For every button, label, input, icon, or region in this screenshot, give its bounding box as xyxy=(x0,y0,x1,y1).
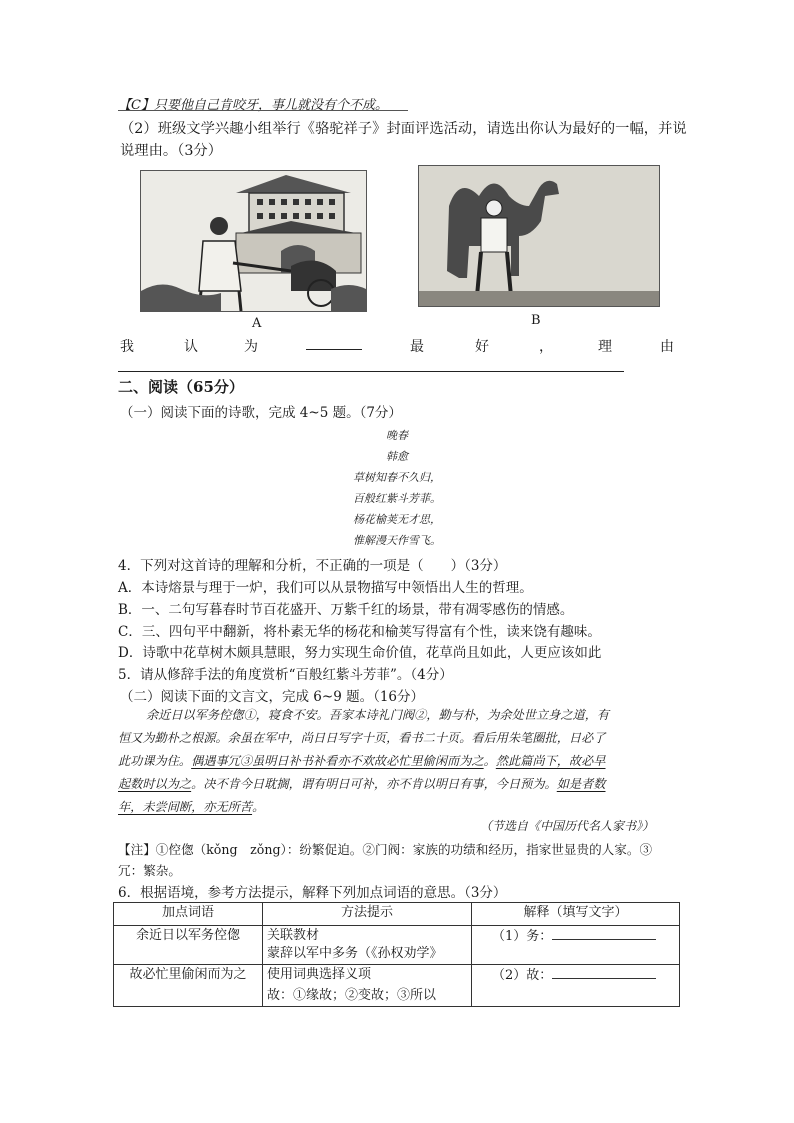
passage-segment: 。决不肯今日耽搁，谓有明日可补，亦不肯以明日有事，今日预为。 xyxy=(191,777,557,791)
q3-option-c: 【C】只要他自己肯咬牙，事儿就没有个不成。 xyxy=(118,98,388,113)
passage-line-4 xyxy=(118,775,606,792)
answer-blank-choice[interactable] xyxy=(306,349,362,350)
image-b-label: B xyxy=(531,313,541,328)
divider xyxy=(118,110,408,111)
q6-stem: 6．根据语境，参考方法提示，解释下列加点词语的意思。（3分） xyxy=(118,885,507,901)
q4-option-b[interactable]: B．一、二句写暮春时节百花盛开、万紫千红的场景，带有凋零感伤的情感。 xyxy=(118,602,574,618)
poem-line-4: 惟解漫天作雪飞。 xyxy=(353,534,441,547)
q3-2-prompt-line2: 说理由。（3分） xyxy=(120,143,223,159)
cover-illustration-b xyxy=(419,166,659,306)
answer-word-6: ， xyxy=(539,339,553,355)
header-phrase: 加点词语 xyxy=(114,903,263,926)
notes-line-1: 【注】①倥偬（kǒng zǒng）：纷繁促迫。②门阀：家族的功绩和经历，指家世显贵的人家。③ xyxy=(118,842,653,857)
q4-option-a[interactable]: A．本诗熔景与理于一炉，我们可以从景物描写中领悟出人生的哲理。 xyxy=(118,580,533,596)
q4-option-c[interactable]: C．三、四句平中翻新，将朴素无华的杨花和榆荚写得富有个性，读来饶有趣味。 xyxy=(118,624,601,640)
answer-word-3: 为 xyxy=(244,339,258,355)
cover-image-b[interactable] xyxy=(418,165,660,307)
table-row xyxy=(114,965,680,1007)
passage-line-2: 恒又为勤朴之根源。余虽在军中，尚日日写字十页，看书二十页。看后用朱笔圈批，日必了 xyxy=(118,731,606,745)
row2-hint-2: 故：①缘故；②变故；③所以 xyxy=(267,988,437,1003)
passage-source: （节选自《中国历代名人家书》） xyxy=(480,819,655,833)
cover-image-a[interactable] xyxy=(140,170,367,312)
answer-word-5: 好 xyxy=(475,339,489,355)
row1-hint-2: 蒙辞以军中多务（《孙权劝学》 xyxy=(267,946,443,961)
answer-word-8: 由 xyxy=(660,339,674,355)
passage-underlined-sentence-3b: 年，未尝间断，亦无所苦 xyxy=(118,800,253,814)
image-a-label: A xyxy=(252,316,262,331)
poem-line-2: 百般红紫斗芳菲。 xyxy=(353,492,441,505)
row1-phrase: 余近日以军务倥偬 xyxy=(114,926,263,965)
row1-answer-label: （1）务： xyxy=(492,929,553,944)
passage-segment: 。 xyxy=(252,800,265,814)
q6-table xyxy=(113,902,680,1007)
notes-line-2: 冗：繁杂。 xyxy=(118,863,181,878)
answer-word-1: 我 xyxy=(120,339,134,355)
q4-option-d[interactable]: D．诗歌中花草树木颇具慧眼，努力实现生命价值，花草尚且如此，人更应该如此 xyxy=(118,645,602,661)
row2-answer xyxy=(472,965,680,1007)
passage-segment: 。 xyxy=(483,754,496,768)
passage-line-1: 余近日以军务倥偬①，寝食不安。吾家本诗礼门阀②，勤与朴，为余处世立身之道，有 xyxy=(146,708,610,722)
answer-word-7: 理 xyxy=(598,339,612,355)
passage-underlined-sentence-1: 偶遇事冗③虽明日补书补看亦不欢故必忙里偷闲而为之 xyxy=(191,754,484,768)
section-title: 二、阅读（65分） xyxy=(118,378,244,396)
row2-hint xyxy=(263,965,472,1007)
poem-title: 晚春 xyxy=(386,429,408,442)
passage-line-5 xyxy=(118,798,264,815)
passage-underlined-sentence-3: 如是者数 xyxy=(556,777,606,791)
q3-2-prompt-line1: （2）班级文学兴趣小组举行《骆驼祥子》封面评选活动，请选出你认为最好的一幅，并说 xyxy=(120,121,687,137)
part1-intro: （一）阅读下面的诗歌，完成 4~5 题。（7分） xyxy=(120,405,402,421)
passage-underlined-sentence-2: 然此篇尚下，故必早 xyxy=(495,754,606,768)
q4-stem: 4．下列对这首诗的理解和分析，不正确的一项是（ ）（3分） xyxy=(118,558,507,574)
row2-hint-1: 使用词典选择义项 xyxy=(267,967,372,982)
poem-line-3: 杨花榆荚无才思， xyxy=(353,513,441,526)
row1-hint xyxy=(263,926,472,965)
row2-answer-blank[interactable] xyxy=(552,966,656,979)
q5-stem: 5．请从修辞手法的角度赏析“百般红紫斗芳菲”。（4分） xyxy=(118,667,453,683)
part2-intro: （二）阅读下面的文言文，完成 6~9 题。（16分） xyxy=(120,689,424,705)
row1-answer-blank[interactable] xyxy=(552,927,656,940)
poem-line-1: 草树知春不久归， xyxy=(353,471,441,484)
answer-word-4: 最 xyxy=(410,339,424,355)
row1-answer xyxy=(472,926,680,965)
row2-answer-label: （2）故： xyxy=(492,968,553,983)
row2-phrase: 故必忙里偷闲而为之 xyxy=(114,965,263,1007)
answer-blank-reason[interactable] xyxy=(118,371,624,372)
passage-line-3 xyxy=(118,752,606,769)
row1-hint-1: 关联教材 xyxy=(267,928,320,943)
table-row xyxy=(114,926,680,965)
answer-word-2: 认 xyxy=(184,339,198,355)
header-answer: 解释（填写文字） xyxy=(472,903,680,926)
poem-author: 韩愈 xyxy=(386,450,408,463)
cover-illustration-a xyxy=(141,171,366,311)
passage-segment: 此功课为住。 xyxy=(118,754,192,768)
passage-underlined-sentence-2b: 起数时以为之 xyxy=(118,777,192,791)
header-hint: 方法提示 xyxy=(263,903,472,926)
table-header-row xyxy=(114,903,680,926)
